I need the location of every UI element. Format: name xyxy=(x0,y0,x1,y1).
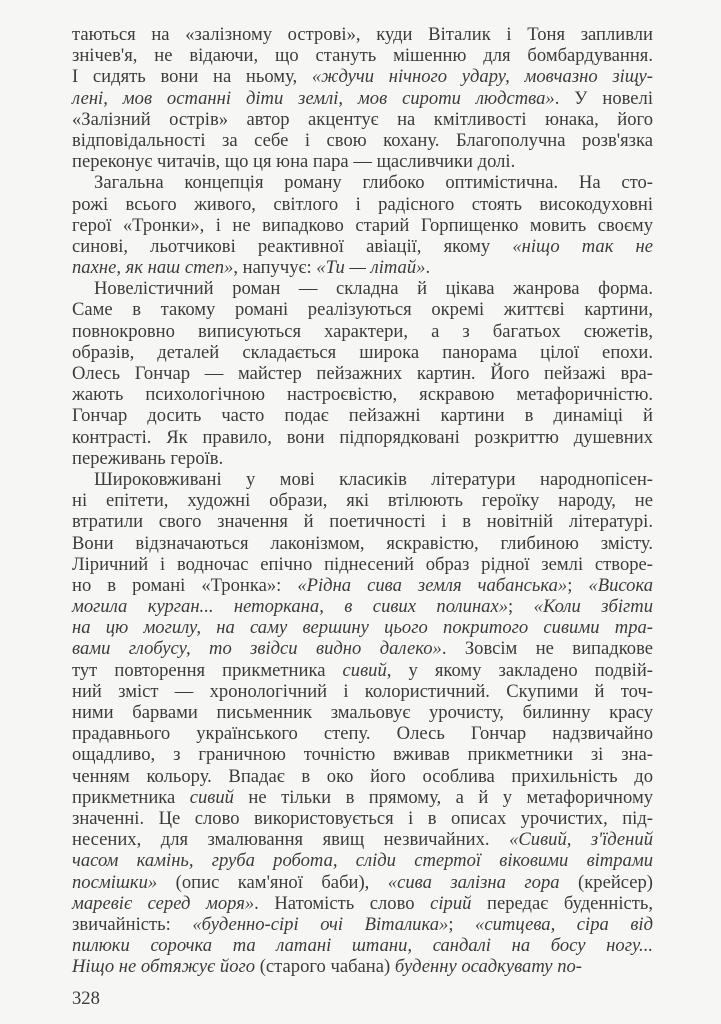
quote-italic: маревіє серед моря» xyxy=(72,892,255,914)
quote-italic: «ситцева, сіра від xyxy=(475,913,653,935)
text-segment: Саме в такому романі реалізуються окремі життєві картини, xyxy=(72,299,653,321)
text-segment: . Натомість слово xyxy=(254,892,431,914)
text-segment: Вони відзначаються лаконізмом, яскравістю, глибиною змісту. xyxy=(72,532,653,554)
text-segment: синові, льотчикові реактивної авіації, якому xyxy=(72,235,513,257)
quote-italic: «сива залізна гора xyxy=(387,871,560,893)
text-segment: несених, для змалювання явищ незвичайних. xyxy=(72,829,510,851)
text-segment: І сидять вони на ньому, xyxy=(72,66,312,88)
text-segment: значенні. Це слово використовується і в описах урочистих, під- xyxy=(72,807,653,829)
quote-italic: вами глобусу, то звідси видно далеко» xyxy=(72,638,442,660)
text-line xyxy=(72,893,653,914)
text-line xyxy=(72,511,653,532)
quote-italic: посмішки» xyxy=(72,871,158,893)
text-line xyxy=(72,151,653,172)
text-line xyxy=(72,787,653,808)
text-line xyxy=(72,45,653,66)
text-line xyxy=(72,681,653,702)
text-segment: ; xyxy=(448,913,476,935)
text-segment: не тільки в прямому, а й у метафоричному xyxy=(233,786,654,808)
quote-italic: сивий xyxy=(189,786,234,808)
text-line xyxy=(72,766,653,787)
text-segment: но в романі «Тронка»: xyxy=(72,574,298,596)
text-segment: (старого чабана) xyxy=(255,956,395,978)
page-number: 328 xyxy=(72,988,100,1009)
text-line xyxy=(72,808,653,829)
text-segment: передає буденність, xyxy=(471,892,653,914)
quote-italic: на цю могилу, на саму вершину цього покритого сивими тра- xyxy=(72,617,653,639)
text-line xyxy=(72,744,653,765)
text-line xyxy=(72,872,653,893)
quote-italic: лені, мов останні діти землі, мов сироти людства» xyxy=(72,87,555,109)
quote-italic: сірий xyxy=(430,892,472,914)
quote-italic: Ніщо не обтяжує його xyxy=(72,956,256,978)
text-segment: контрасті. Як правило, вони підпорядковані розкриттю душевних xyxy=(72,426,653,448)
text-line xyxy=(72,469,653,490)
text-line xyxy=(72,427,653,448)
text-line xyxy=(72,194,653,215)
text-segment: прадавнього українського степу. Олесь Гончар надзвичайно xyxy=(72,723,653,745)
text-segment: тут повторення прикметника xyxy=(72,659,343,681)
quote-italic: «Сивий, з'їдений xyxy=(509,829,653,851)
text-line xyxy=(72,405,653,426)
text-line xyxy=(72,257,653,278)
text-segment: . xyxy=(425,257,431,279)
text-segment: переживань героїв. xyxy=(72,447,224,469)
text-segment: прикметника xyxy=(72,786,190,808)
page-body-text xyxy=(72,24,653,977)
text-line xyxy=(72,215,653,236)
text-segment: , у якому закладено подвій- xyxy=(386,659,653,681)
quote-italic: «Рідна сива земля чабанська» xyxy=(297,574,568,596)
quote-italic: сивий xyxy=(342,659,387,681)
quote-italic: могила курган... неторкана, в сивих полинах» xyxy=(72,596,509,618)
text-line xyxy=(72,490,653,511)
text-segment: рожі всього живого, світлого і радісного стоять високодуховні xyxy=(72,193,653,215)
text-segment: герої «Тронки», і не випадково старий Горпищенко мовить своєму xyxy=(72,214,653,236)
text-segment: . У новелі xyxy=(554,87,654,109)
text-segment: переконує читачів, що ця юна пара — щасливчики долі. xyxy=(72,151,516,173)
text-segment: ощадливо, з граничною точністю вживав прикметники зі зна- xyxy=(72,744,653,766)
text-segment: звичайність: xyxy=(72,913,193,935)
text-line xyxy=(72,236,653,257)
text-segment: ченням кольору. Впадає в око його особлива прихильність до xyxy=(72,765,653,787)
text-line xyxy=(72,660,653,681)
text-segment: ; xyxy=(567,574,589,596)
text-line xyxy=(72,638,653,659)
text-line xyxy=(72,850,653,871)
text-segment: Широковживані у мові класиків літератури народнопісен- xyxy=(94,468,653,490)
text-line xyxy=(72,384,653,405)
quote-italic: «Ти — літай» xyxy=(316,257,426,279)
text-segment: , напучує: xyxy=(233,257,317,279)
text-segment: Гончар досить часто подає пейзажні картини в динаміці й xyxy=(72,405,653,427)
text-line xyxy=(72,554,653,575)
text-segment: відповідальності за себе і свою кохану. Благополучна розв'язка xyxy=(72,129,653,151)
text-line xyxy=(72,829,653,850)
text-segment: втратили свого значення й поетичності і в новітній літературі. xyxy=(72,511,653,533)
text-segment: Ліричний і водночас епічно піднесений образ рідної землі створе- xyxy=(72,553,653,575)
text-line xyxy=(72,342,653,363)
text-segment: Олесь Гончар — майстер пейзажних картин. Його пейзажі вра- xyxy=(72,363,653,384)
text-segment: повнокровно виписуються характери, а з багатьох сюжетів, xyxy=(72,320,653,342)
text-segment: ними барвами письменник змальовує урочисту, билинну красу xyxy=(72,702,653,723)
text-line xyxy=(72,299,653,320)
text-line xyxy=(72,278,653,299)
quote-italic: буденну осадкувату по- xyxy=(394,956,582,978)
text-line xyxy=(72,24,653,45)
text-line xyxy=(72,448,653,469)
quote-italic: часом камінь, груба робота, сліди стертої віковими вітрами xyxy=(72,850,653,872)
text-line xyxy=(72,66,653,87)
text-segment: знічев'я, не відаючи, що стануть мішенню для бомбардування. xyxy=(72,45,653,67)
text-line xyxy=(72,596,653,617)
text-line xyxy=(72,935,653,956)
text-segment: (опис кам'яної баби), xyxy=(157,871,388,893)
text-segment: . Зовсім не випадкове xyxy=(441,638,654,660)
quote-italic: пилюки сорочка та латані штани, сандалі на босу ногу... xyxy=(72,935,653,957)
text-line xyxy=(72,363,653,384)
text-line xyxy=(72,575,653,596)
quote-italic: пахне, як наш степ» xyxy=(72,257,234,279)
quote-italic: «ждучи нічного удару, мовчазно зіщу- xyxy=(311,66,653,88)
text-line xyxy=(72,723,653,744)
text-segment: ; xyxy=(508,596,534,618)
text-segment: жають психологічною настроєвістю, яскравою метафоричністю. xyxy=(72,384,653,406)
quote-italic: «буденно-сірі очі Віталика» xyxy=(192,913,449,935)
text-line xyxy=(72,533,653,554)
text-line xyxy=(72,130,653,151)
text-segment: ні епітети, художні образи, які втілюють героїку народу, не xyxy=(72,490,653,512)
text-line xyxy=(72,702,653,723)
text-line xyxy=(72,109,653,130)
text-segment: Загальна концепція роману глибоко оптимістична. На сто- xyxy=(94,172,653,194)
text-segment: «Залізний острів» автор акцентує на кмітливості юнака, його xyxy=(72,108,653,130)
quote-italic: «ніщо так не xyxy=(512,235,654,257)
text-segment: таються на «залізному острові», куди Віталик і Тоня запливли xyxy=(72,24,653,45)
text-segment: Новелістичний роман — складна й цікава жанрова форма. xyxy=(94,278,653,300)
text-segment: ний зміст — хронологічний і колористичний. Скупими й точ- xyxy=(72,680,653,702)
text-line xyxy=(72,914,653,935)
text-line xyxy=(72,956,653,977)
quote-italic: «Коли збігти xyxy=(533,596,653,618)
text-line xyxy=(72,321,653,342)
text-line xyxy=(72,88,653,109)
text-segment: образів, деталей складається широка панорама цілої епохи. xyxy=(72,341,653,363)
quote-italic: «Висока xyxy=(588,574,653,596)
text-segment: (крейсер) xyxy=(559,871,653,893)
text-line xyxy=(72,617,653,638)
text-line xyxy=(72,172,653,193)
